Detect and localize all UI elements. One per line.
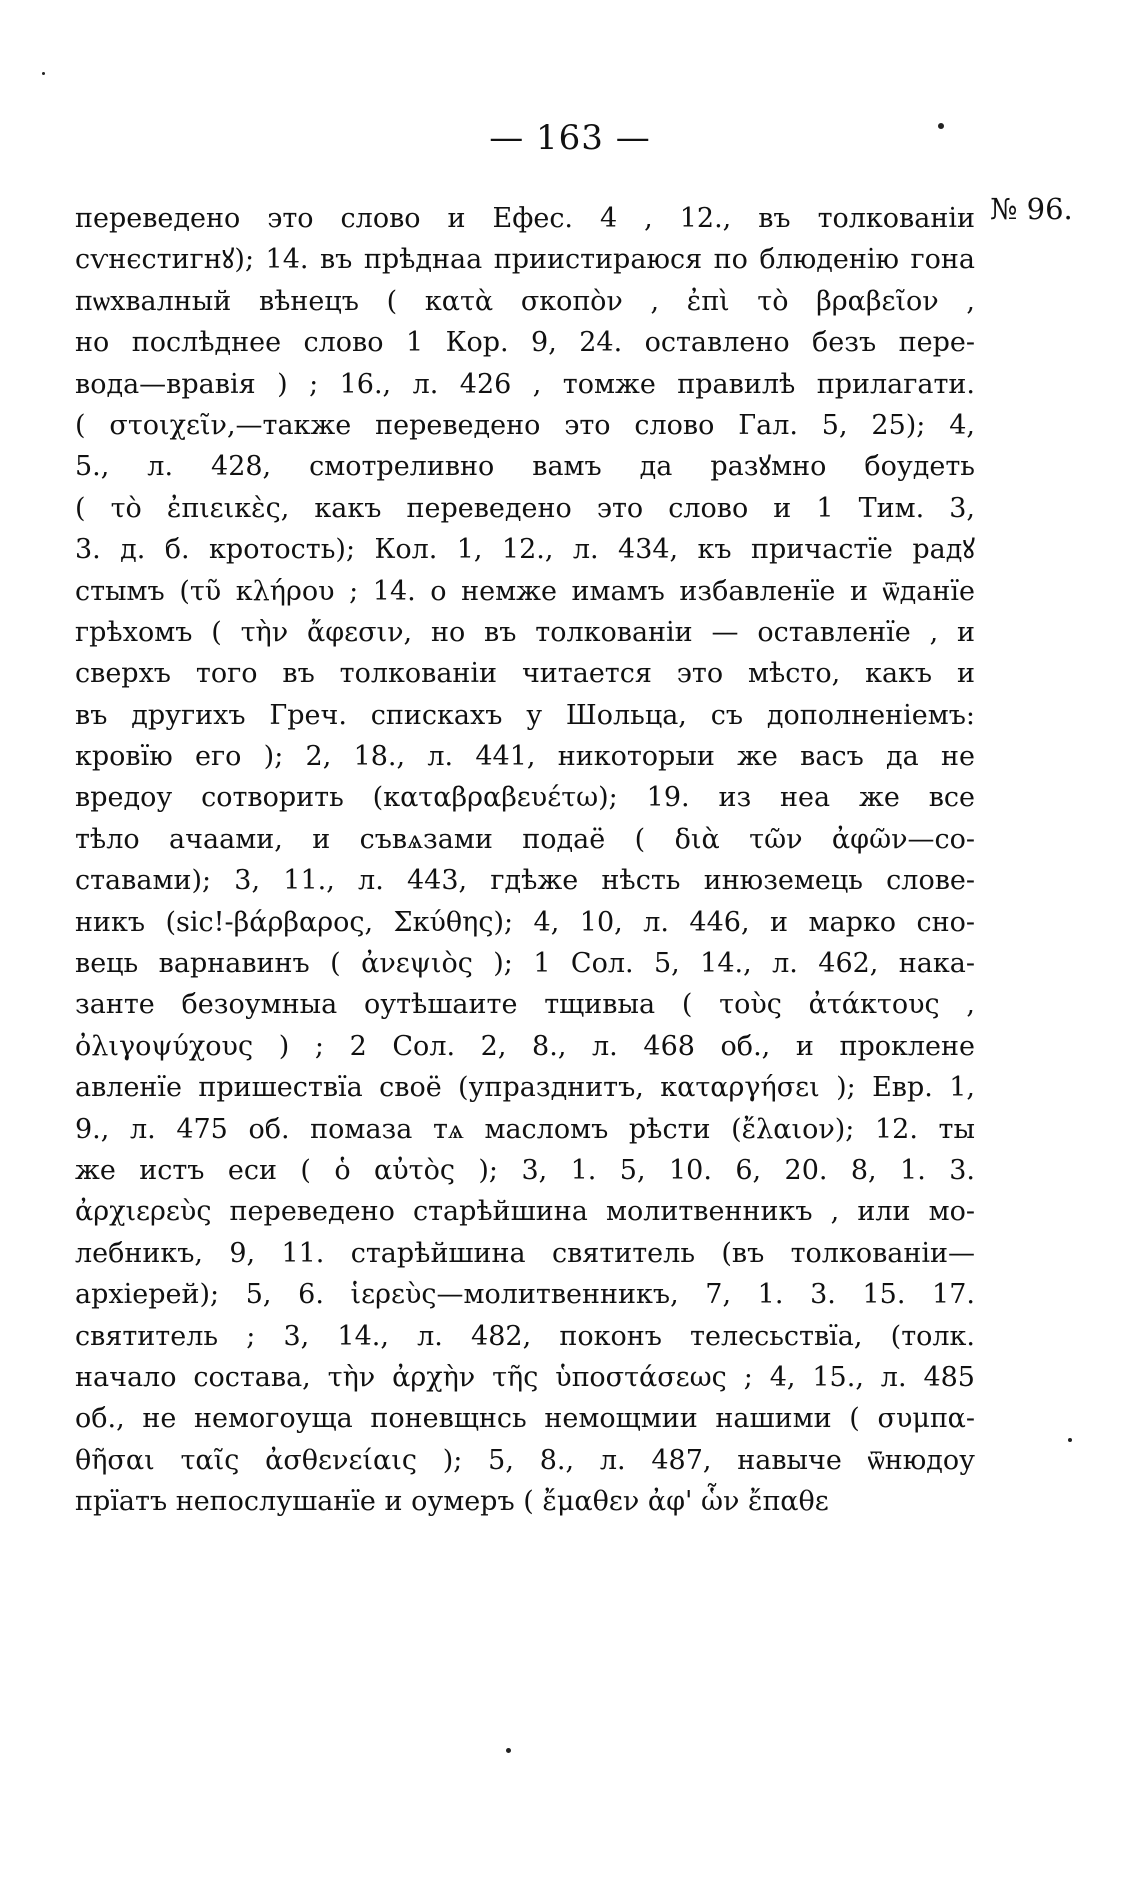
text-line: ὀλιγοψύχους ) ; 2 Сол. 2, 8., л. 468 об., и проклене xyxy=(75,1030,975,1062)
text-line: ἀρχιερεὺς переведено старѣйшина молитвенникъ , или мо- xyxy=(75,1196,975,1228)
text-line: 5., л. 428, смотреливно вамъ да разꙋмно боудеть xyxy=(75,451,975,483)
text-line: 9., л. 475 об. помаза тѧ масломъ рѣсти (ἔλαιον); 12. ты xyxy=(75,1113,975,1145)
text-line: прїатъ непослушанїе и оумеръ ( ἔμαθεν ἀφ' ὧν ἔπαθε xyxy=(75,1486,829,1518)
ink-speck xyxy=(42,72,45,75)
text-line: же истъ еси ( ὁ αὐτὸς ); 3, 1. 5, 10. 6, 20. 8, 1. 3. xyxy=(75,1154,975,1186)
text-line: вредоу сотворить (καταβραβευέτω); 19. из неа же все xyxy=(75,782,975,814)
text-line: лебникъ, 9, 11. старѣйшина святитель (въ толкованіи— xyxy=(75,1237,975,1269)
text-line: въ другихъ Греч. спискахъ у Шольца, съ дополненіемъ: xyxy=(75,699,975,731)
text-line: грѣхомъ ( τὴν ἄφεσιν, но въ толкованіи — оставленїе , и xyxy=(75,616,975,648)
text-line: занте безоумныа оутѣшаите тщивыа ( τοὺς ἀτάκτους , xyxy=(75,989,975,1021)
text-line: об., не немогоуща поневщнсь немощмии нашими ( συμπα- xyxy=(75,1403,975,1435)
text-line: ( τὸ ἐπιεικὲς, какъ переведено это слово и 1 Тим. 3, xyxy=(75,492,975,524)
text-line: вець варнавинъ ( ἀνεψιὸς ); 1 Сол. 5, 14., л. 462, нака- xyxy=(75,948,975,980)
text-line: θῆσαι ταῖς ἀσθενείαις ); 5, 8., л. 487, навыче ѿнюдоу xyxy=(75,1444,975,1476)
text-line: вода—вравія ) ; 16., л. 426 , томже правилѣ прилагати. xyxy=(75,368,975,400)
text-line: сверхъ того въ толкованіи читается это мѣсто, какъ и xyxy=(75,658,975,690)
text-line: никъ (sic!-βάρβαρος, Σκύθης); 4, 10, л. 446, и марко сно- xyxy=(75,906,975,938)
text-line: авленїе пришествїа своё (упразднитъ, καταργήσει ); Евр. 1, xyxy=(75,1072,975,1104)
text-line: стымъ (τῦ κλήρου ; 14. о немже имамъ избавленїе и ѿданїе xyxy=(75,575,975,607)
body-text xyxy=(75,198,975,1523)
text-line: пѡхвалный вѣнецъ ( κατὰ σκοπὸν , ἐπὶ τὸ βραβεῖον , xyxy=(75,285,975,317)
margin-note: № 96. xyxy=(990,192,1073,226)
text-line: сѵнєстигнꙋ); 14. въ прѣднаа приистираюся по блюденію гона xyxy=(75,244,975,276)
text-line: 3. д. б. кротость); Кол. 1, 12., л. 434, къ причастїе радꙋ xyxy=(75,534,975,566)
text-line: святитель ; 3, 14., л. 482, поконъ телесьствїа, (толк. xyxy=(75,1320,975,1352)
ink-speck xyxy=(506,1748,511,1753)
page-number: — 163 — xyxy=(489,118,651,158)
text-line: но послѣднее слово 1 Кор. 9, 24. оставлено безъ пере- xyxy=(75,327,975,359)
text-line: тѣло ачаами, и съвѧзами подаё ( διὰ τῶν ἀφῶν—со- xyxy=(75,823,975,855)
ink-speck xyxy=(1068,1438,1072,1442)
text-line: ставами); 3, 11., л. 443, гдѣже нѣсть инюземець слове- xyxy=(75,865,975,897)
text-line: архіерей); 5, 6. ἱερεὺς—молитвенникъ, 7, 1. 3. 15. 17. xyxy=(75,1279,975,1311)
text-line: начало состава, τὴν ἀρχὴν τῆς ὑποστάσεως ; 4, 15., л. 485 xyxy=(75,1361,975,1393)
text-line: переведено это слово и Ефес. 4 , 12., въ толкованіи xyxy=(75,203,975,234)
ink-speck xyxy=(938,123,944,129)
text-line: кровїю его ); 2, 18., л. 441, никоторыи же васъ да не xyxy=(75,741,975,773)
text-line: ( στοιχεῖν,—также переведено это слово Гал. 5, 25); 4, xyxy=(75,409,975,441)
